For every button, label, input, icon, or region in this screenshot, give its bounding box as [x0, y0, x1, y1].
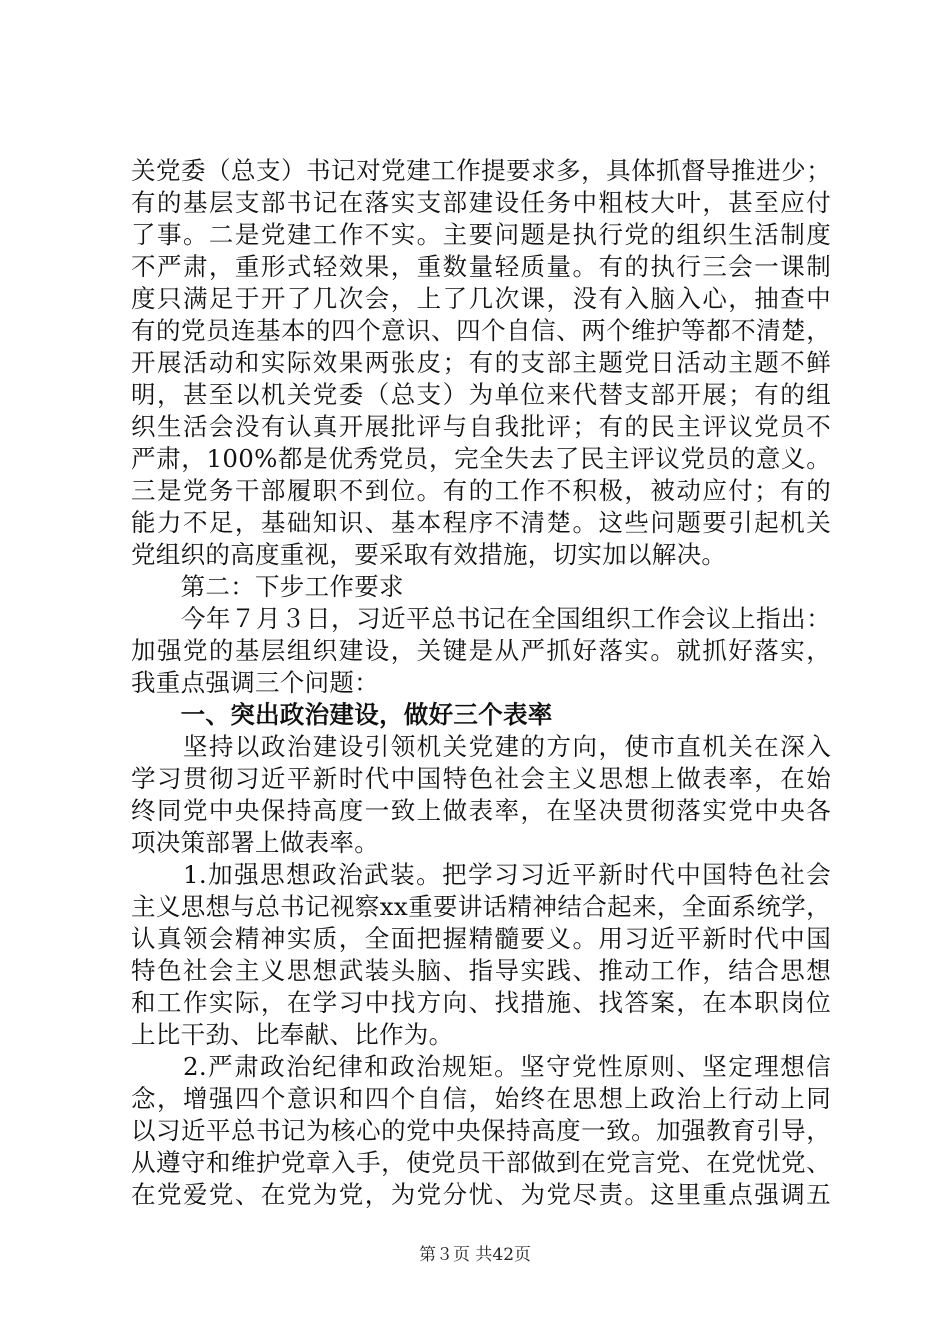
text-line: 不严肃，重形式轻效果，重数量轻质量。有的执行三会一课制 [131, 252, 831, 281]
text-line: 今年７月３日，习近平总书记在全国组织工作会议上指出： [131, 604, 831, 633]
text-line: 念，增强四个意识和四个自信，始终在思想上政治上行动上同 [131, 1084, 831, 1113]
text-line: 上比干劲、比奉献、比作为。 [131, 1020, 454, 1049]
text-line: 2.严肃政治纪律和政治规矩。坚守党性原则、坚定理想信 [131, 1052, 831, 1081]
text-line: 三是党务干部履职不到位。有的工作不积极，被动应付；有的 [131, 476, 831, 505]
text-line: 党组织的高度重视，要采取有效措施，切实加以解决。 [131, 540, 727, 569]
text-line: 特色社会主义思想武装头脑、指导实践、推动工作，结合思想 [131, 956, 831, 985]
document-body [131, 155, 831, 1211]
text-line: 严肃，100%都是优秀党员，完全失去了民主评议党员的意义。 [131, 444, 831, 473]
text-line: 项决策部署上做表率。 [131, 828, 379, 857]
text-line: 在党爱党、在党为党，为党分忧、为党尽责。这里重点强调五 [131, 1180, 831, 1209]
text-line: 有的党员连基本的四个意识、四个自信、两个维护等都不清楚， [131, 316, 831, 345]
text-line: 认真领会精神实质，全面把握精髓要义。用习近平新时代中国 [131, 924, 831, 953]
text-line: 主义思想与总书记视察xx重要讲话精神结合起来，全面系统学， [131, 892, 831, 921]
text-line: 度只满足于开了几次会，上了几次课，没有入脑入心，抽查中 [131, 284, 831, 313]
text-line: 关党委（总支）书记对党建工作提要求多，具体抓督导推进少； [131, 156, 831, 185]
section-heading: 一、突出政治建设，做好三个表率 [131, 700, 553, 729]
page-number-footer: 第３页 共42页 [418, 1245, 532, 1265]
text-line: 坚持以政治建设引领机关党建的方向，使市直机关在深入 [131, 732, 831, 761]
text-line: 明，甚至以机关党委（总支）为单位来代替支部开展；有的组 [131, 380, 831, 409]
text-line: 开展活动和实际效果两张皮；有的支部主题党日活动主题不鲜 [131, 348, 831, 377]
text-line: 织生活会没有认真开展批评与自我批评；有的民主评议党员不 [131, 412, 831, 441]
section-subtitle: 第二：下步工作要求 [131, 572, 404, 601]
text-line: 终同党中央保持高度一致上做表率，在坚决贯彻落实党中央各 [131, 796, 831, 825]
text-line: 和工作实际，在学习中找方向、找措施、找答案，在本职岗位 [131, 988, 831, 1017]
text-line: 我重点强调三个问题： [131, 668, 379, 697]
text-line: 从遵守和维护党章入手，使党员干部做到在党言党、在党忧党、 [131, 1148, 831, 1177]
text-line: 1.加强思想政治武装。把学习习近平新时代中国特色社会 [131, 860, 831, 889]
text-line: 能力不足，基础知识、基本程序不清楚。这些问题要引起机关 [131, 508, 831, 537]
text-line: 了事。二是党建工作不实。主要问题是执行党的组织生活制度 [131, 220, 831, 249]
text-line: 以习近平总书记为核心的党中央保持高度一致。加强教育引导， [131, 1116, 831, 1145]
text-line: 加强党的基层组织建设，关键是从严抓好落实。就抓好落实， [131, 636, 831, 665]
text-line: 学习贯彻习近平新时代中国特色社会主义思想上做表率，在始 [131, 764, 831, 793]
text-line: 有的基层支部书记在落实支部建设任务中粗枝大叶，甚至应付 [131, 188, 831, 217]
